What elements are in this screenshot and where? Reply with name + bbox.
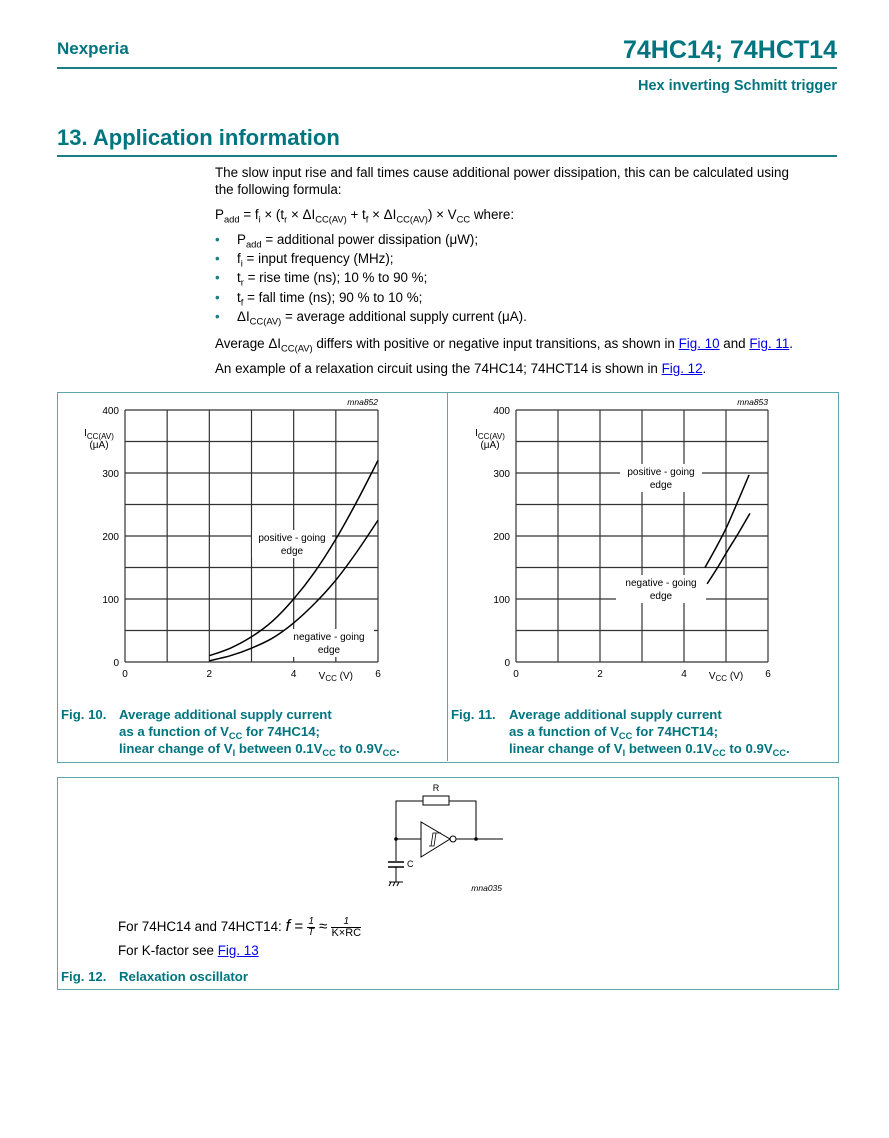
- x-tick-label: 0: [513, 669, 519, 680]
- x-tick-label: 4: [290, 669, 297, 680]
- ground-hatch: [389, 882, 391, 886]
- fig11-caption: Fig. 11. Average additional supply current as a function of $V_{CC}$ for 74HCT14; linear change of $V_I$ between $0.1V_{CC}$ to $0.9V_{CC}$.: [451, 707, 790, 759]
- fig12-link[interactable]: Fig. 12: [661, 361, 703, 376]
- oscillator-formula: For 74HC14 and 74HCT14: f = $\frac{1}{T}$ ≈ $\frac{1}{K\times RC}$: [118, 915, 362, 939]
- schmitt-inverter-symbol: [421, 822, 450, 857]
- resistor-label: R: [432, 783, 440, 793]
- series-label: edge: [649, 591, 673, 602]
- series-label: positive - going: [627, 467, 695, 478]
- relaxation-oscillator-schematic: [370, 778, 520, 900]
- fig12-caption: Fig. 12. Relaxation oscillator: [61, 969, 248, 984]
- section-rule: [57, 155, 837, 157]
- x-tick-label: 2: [206, 669, 213, 680]
- resistor-symbol: [423, 796, 449, 805]
- x-tick-label: 0: [122, 669, 128, 680]
- average-paragraph: Average $\Delta I_{CC(AV)}$ differs with positive or negative input transitions, as shown in Fig. 10 and Fig. 11.: [215, 336, 794, 354]
- bullet-icon: •: [215, 251, 220, 266]
- example-paragraph: An example of a relaxation circuit using the 74HC14; 74HCT14 is shown in Fig. 12.: [215, 361, 707, 376]
- ground-hatch: [397, 882, 399, 886]
- bullet-icon: •: [215, 232, 220, 247]
- document-title: 74HC14; 74HCT14: [623, 36, 837, 64]
- fig11-link[interactable]: Fig. 11: [749, 336, 790, 351]
- bullet-icon: •: [215, 290, 220, 305]
- document-subtitle: Hex inverting Schmitt trigger: [637, 78, 837, 94]
- intro-paragraph: [215, 164, 835, 198]
- section-title: 13. Application information: [57, 125, 340, 150]
- feedback-wire-right: [449, 801, 476, 839]
- y-tick-label: 300: [102, 469, 119, 480]
- series-label: edge: [649, 480, 673, 491]
- feedback-wire-left: [396, 801, 423, 825]
- fig13-link[interactable]: Fig. 13: [217, 943, 259, 958]
- y-tick-label: 100: [493, 595, 510, 606]
- series-label: edge: [280, 546, 304, 557]
- figure-code: mna035: [471, 883, 502, 893]
- y-tick-label: 300: [493, 469, 510, 480]
- chart-fig10: [58, 393, 446, 698]
- header-rule: [57, 67, 837, 69]
- intro-line-2: the following formula:: [215, 182, 342, 197]
- y-tick-label: 100: [102, 595, 119, 606]
- figure-code: mna852: [347, 397, 378, 407]
- x-tick-label: 6: [765, 669, 771, 680]
- x-tick-label: 6: [375, 669, 381, 680]
- y-axis-label: $I_{CC(AV)}$: [475, 428, 505, 441]
- x-tick-label: 2: [597, 669, 603, 680]
- figure-code: mna853: [737, 397, 768, 407]
- fig10-caption: Fig. 10. Average additional supply current as a function of $V_{CC}$ for 74HC14; linear change of $V_I$ between $0.1V_{CC}$ to $0.9V_{CC}$.: [61, 707, 400, 759]
- y-tick-label: 200: [493, 532, 510, 543]
- y-axis-unit: (μA): [480, 440, 500, 451]
- y-tick-label: 200: [102, 532, 119, 543]
- y-tick-label: 400: [102, 406, 119, 417]
- ground-hatch: [393, 882, 395, 886]
- series-label: positive - going: [258, 533, 326, 544]
- brand-name: Nexperia: [57, 39, 129, 58]
- y-tick-label: 400: [493, 406, 510, 417]
- junction-dot: [394, 837, 398, 841]
- y-tick-label: 0: [504, 658, 510, 669]
- y-axis-unit: (μA): [89, 440, 109, 451]
- fig10-link[interactable]: Fig. 10: [678, 336, 720, 351]
- hysteresis-icon: [429, 833, 441, 846]
- x-axis-label: $V_{CC}$ (V): [318, 671, 354, 683]
- chart-fig11: [448, 393, 836, 698]
- y-axis-label: $I_{CC(AV)}$: [84, 428, 114, 441]
- bullet-icon: •: [215, 270, 220, 285]
- kfactor-note: For K-factor see Fig. 13: [118, 943, 259, 958]
- series-label: edge: [317, 645, 341, 656]
- junction-dot: [474, 837, 478, 841]
- y-tick-label: 0: [113, 658, 119, 669]
- series-label: negative - going: [293, 632, 365, 643]
- power-formula: $P_{add} = f_i \times (t_r \times \Delta I_{CC(AV)} + t_f \times \Delta I_{CC(AV)}) \times V_{CC}$ where:: [215, 207, 515, 225]
- x-axis-label: $V_{CC}$ (V): [708, 671, 744, 683]
- series-line-positive: [705, 475, 749, 568]
- x-tick-label: 4: [681, 669, 687, 680]
- intro-line-1: The slow input rise and fall times cause additional power dissipation, this can be calculated using: [215, 165, 789, 180]
- series-label: negative - going: [625, 578, 697, 589]
- capacitor-label: C: [407, 859, 414, 869]
- bullet-icon: •: [215, 309, 220, 324]
